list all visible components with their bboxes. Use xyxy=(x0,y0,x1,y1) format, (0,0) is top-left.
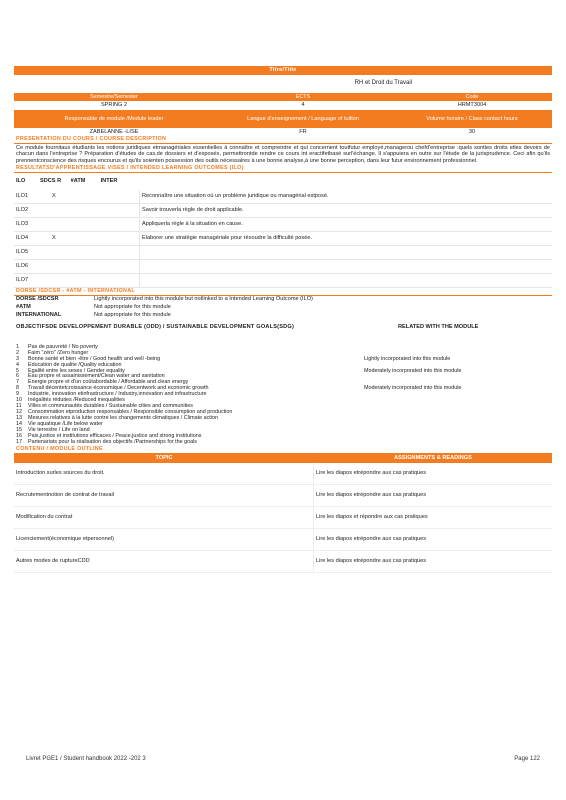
topic-header: TOPIC xyxy=(155,454,173,461)
sdg-header: OBJECTIFSDE DEVELOPPEMENT DURABLE (ODD) / SUSTAINABLE DEVELOPMENT GOALS(SDG) xyxy=(16,323,295,330)
content-assignment: Lire les diapos etrépondre aux cas pratiques xyxy=(316,557,427,564)
title-bar xyxy=(14,66,552,75)
content-assignment: Lire les diapos etrépondre aux cas pratiques xyxy=(316,491,427,498)
volume-header: Volume horaire / Class contact hours xyxy=(426,115,518,122)
sdg-number: 14 xyxy=(16,420,22,427)
sdg-text: Partenariats pour la réalisation des objectifs /Partnerships for the goals xyxy=(28,438,197,445)
resp-value-row xyxy=(14,128,552,136)
sdg-text: Mesures relatives à la lutte contre les changements climatiques / Climate action xyxy=(28,415,218,421)
ilo-sdcsr-mark xyxy=(40,274,140,287)
sdg-text: Faim "zéro" /Zero hunger xyxy=(28,349,89,356)
ilo-text: Reconnaître une situation où un problème juridique ou managérial estposé. xyxy=(142,192,329,199)
sdg-text: Consommation etproduction responsables / Responsible consumption and production xyxy=(28,409,233,416)
ilo-row xyxy=(14,246,552,260)
dorse-value: Not appropriate for this module xyxy=(94,312,171,319)
sdg-list xyxy=(14,345,552,446)
sdg-text: Energie propre et d'un coûtabordable / Affordable and clean energy xyxy=(28,379,189,386)
sdg-text: Pas de pauvreté / No poverty xyxy=(28,343,98,350)
course-title: RH et Droit du Travail xyxy=(354,80,412,87)
ilo-text xyxy=(140,246,552,259)
sdg-number: 12 xyxy=(16,409,22,416)
ilo-sdcsr-mark: X xyxy=(40,232,140,245)
content-row xyxy=(14,529,552,551)
sdg-text: Bonne santé et bien -être / Good health and well -being xyxy=(28,355,161,362)
sdg-header-row xyxy=(14,320,552,345)
dorse-key: DORSE /SDCSR xyxy=(16,296,59,303)
content-row xyxy=(14,551,552,573)
dorse-heading: DORSE /SDCSR - #ATM - INTERNATIONAL xyxy=(14,288,552,296)
dorse-value: Not appropriate for this module xyxy=(94,304,171,311)
sdg-relation: Moderately incorporated into this module xyxy=(364,367,462,374)
sdg-number: 1 xyxy=(16,343,19,350)
presentation-heading: PRESENTATION DU COURS / COURSE DESCRIPTION xyxy=(14,136,552,144)
sdg-number: 10 xyxy=(16,397,22,404)
content-header-row xyxy=(14,454,552,463)
dorse-row xyxy=(14,296,552,304)
dorse-row xyxy=(14,312,552,320)
sdg-number: 7 xyxy=(16,379,19,386)
content-heading: CONTENU / MODULE OUTLINE xyxy=(14,446,552,454)
dorse-value: Lightly incorporated into this module but notlinked to a Intended Learning Outcome (ILO) xyxy=(94,296,313,303)
content-topic: Introduction surles sources du droit. xyxy=(14,463,314,484)
ilo-row xyxy=(14,204,552,218)
ilo-id: ILO7 xyxy=(16,276,29,283)
page-number: Page 122 xyxy=(514,756,540,762)
ilo-id: ILO5 xyxy=(16,248,29,255)
sdg-number: 2 xyxy=(16,349,19,356)
content-topic: Licenciement(économique etpersonnel) xyxy=(14,529,314,550)
content-topic: Recrutementnotion de contrat de travail xyxy=(14,485,314,506)
ects-header: ECTS xyxy=(295,93,311,100)
ilo-row xyxy=(14,260,552,274)
resp-header-row xyxy=(14,110,552,128)
dorse-key: INTERNATIONAL xyxy=(16,312,62,319)
ilo-id: ILO6 xyxy=(16,262,29,269)
content-list xyxy=(14,463,552,573)
ilo-header-row xyxy=(14,173,552,190)
sdg-text: Inégalités réduites /Reduced inequalities xyxy=(28,397,125,404)
sdg-text: Villes et communautés durables / Sustainable cities and communities xyxy=(28,403,193,410)
sdg-number: 8 xyxy=(16,385,19,392)
dorse-list xyxy=(14,296,552,320)
sdg-relation: Lightly incorporated into this module xyxy=(364,355,451,362)
sdg-text: Eau propre et assainissement/Clean water and sanitation xyxy=(28,373,165,380)
info-value-row xyxy=(14,101,552,110)
language-header: Langue d'enseignement / Language of tuition xyxy=(247,115,359,122)
code-value: HRMT3004 xyxy=(457,102,487,109)
responsible-header: Responsable de module /Module leader xyxy=(64,115,164,122)
responsible-value: ZABELANNE -LISE xyxy=(89,128,139,135)
ilo-text xyxy=(140,274,552,287)
ilo-sdcsr-mark xyxy=(40,204,140,217)
ilo-id: ILO4 xyxy=(16,234,29,241)
ilo-text xyxy=(140,260,552,273)
code-header: Code xyxy=(465,93,479,100)
title-label: Titre/Title xyxy=(269,67,297,74)
sdg-number: 6 xyxy=(16,373,19,380)
ilo-id: ILO3 xyxy=(16,220,29,227)
sdg-relation xyxy=(364,440,552,446)
module-sheet xyxy=(14,66,552,573)
ilo-row xyxy=(14,232,552,246)
ilo-sdcsr-mark xyxy=(40,260,140,273)
sdg-text: Egalité entre les sexes / Gender equality xyxy=(28,367,125,374)
content-row xyxy=(14,507,552,529)
volume-value: 30 xyxy=(468,128,476,135)
content-topic: Autres modes de ruptureCDD xyxy=(14,551,314,572)
sdg-number: 11 xyxy=(16,403,22,410)
ilo-id: ILO1 xyxy=(16,192,29,199)
ilo-text: Savoir trouverla règle de droit applicable. xyxy=(142,206,244,213)
info-header-row xyxy=(14,93,552,101)
ilo-col-header: ILO xyxy=(16,177,26,184)
content-assignment: Lire les diapos etrépondre aux cas pratiques xyxy=(316,469,427,476)
dorse-row xyxy=(14,304,552,312)
sdg-text: Education de qualite /Quality education xyxy=(28,361,122,368)
sdg-text: Vie aquatique /Life below water xyxy=(28,420,103,427)
page-footer xyxy=(26,756,540,763)
sdg-number: 3 xyxy=(16,355,19,362)
semester-value: SPRING 2 xyxy=(100,102,128,109)
sdg-text: Travail décentetcroissance économique / Decentwork and economic growth xyxy=(28,385,209,392)
assign-header: ASSIGNMENTS & READINGS xyxy=(394,454,472,461)
ilo-row xyxy=(14,190,552,204)
content-row xyxy=(14,485,552,507)
content-assignment: Lire les diapos et répondre aux cas pratiques xyxy=(316,513,428,520)
sdg-number: 5 xyxy=(16,367,19,374)
ilo-id: ILO2 xyxy=(16,206,29,213)
sdg-number: 9 xyxy=(16,391,19,398)
ects-value: 4 xyxy=(301,102,305,109)
sdg-number: 4 xyxy=(16,361,19,368)
sdg-number: 17 xyxy=(16,438,22,445)
language-value: FR xyxy=(299,128,307,135)
inter-col-header: INTER xyxy=(100,177,118,184)
ilo-heading: RESULTATSD'APPRENTISSAGE VISES / INTENDED LEARNING OUTCOMES (ILO) xyxy=(14,165,552,173)
sdg-number: 15 xyxy=(16,426,22,433)
sdg-text: Vie terrestre / Life on land xyxy=(28,426,90,433)
ilo-row xyxy=(14,274,552,288)
ilo-sdcsr-mark: X xyxy=(40,190,140,203)
content-row xyxy=(14,463,552,485)
related-header: RELATED WITH THE MODULE xyxy=(398,323,479,330)
sdg-text: Industrie, innovation etinfrastructure / Industry,innovation and infrastructure xyxy=(28,391,207,398)
content-topic: Modification du contrat xyxy=(14,507,314,528)
ilo-text: Elaborer une stratégie managériale pour résoudre la difficulté posée. xyxy=(142,234,312,241)
content-assignment: Lire les diapos etrépondre aux cas pratiques xyxy=(316,535,427,542)
atm-col-header: #ATM xyxy=(70,177,86,184)
ilo-row xyxy=(14,218,552,232)
presentation-text: Ce module fournitaux étudiants les notions juridiques etmanagériales essentielles à connaître et comprendre et qui concernent toutfutur employé,managerou chefd'entreprise :quels sontles droits etles devoirs de chacun dans l'entreprise ? Préparation d'études de cas,de dossiers et d'exposés, permettrontde rendre ce cours int eractifetbasé surl'échange. Il s'appuiera en outre sur l'étude de la jurisprudence. Ceci afin qu'ils prennentconscience des risques encourus et qu'ils soienten possession des outils nécessaires à une bonne analyse,à une bonne perception, dans leur futur environnement professionnel. xyxy=(16,145,550,164)
ilo-list xyxy=(14,190,552,288)
sdg-row xyxy=(14,440,552,446)
ilo-sdcsr-mark xyxy=(40,218,140,231)
footer-left: Livret PGE1 / Student handbook 2022 -202 3 xyxy=(26,756,146,762)
sdg-text: Paix,justice et institutions efficaces / Peace,justice and strong institutions xyxy=(28,432,202,439)
sdcsr-col-header: SDCS R xyxy=(40,177,62,184)
sdg-number: 16 xyxy=(16,432,22,439)
sdg-relation: Moderately incorporated into this module xyxy=(364,385,462,392)
sdg-number: 13 xyxy=(16,415,22,421)
semester-header: Semestre/Semester xyxy=(90,93,138,100)
ilo-sdcsr-mark xyxy=(40,246,140,259)
dorse-key: #ATM xyxy=(16,304,31,311)
ilo-text: Appliquerla règle à la situation en cause. xyxy=(142,220,243,227)
